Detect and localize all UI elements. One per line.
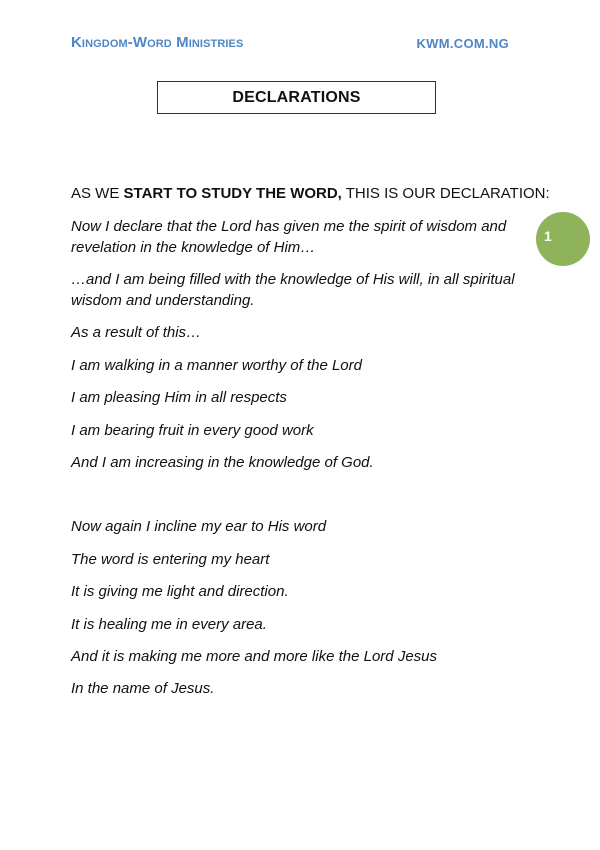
declaration-line: I am walking in a manner worthy of the Lord	[71, 357, 362, 374]
declaration-line: It is giving me light and direction.	[71, 583, 289, 600]
title-box	[157, 81, 436, 114]
intro-line	[71, 185, 550, 202]
declaration-line: As a result of this…	[71, 324, 202, 341]
intro-bold: START TO STUDY THE WORD,	[123, 185, 342, 202]
page-header	[71, 34, 509, 54]
declaration-line: Now I declare that the Lord has given me the spirit of wisdom and revelation in the knowledge of Him…	[71, 218, 507, 256]
declaration-line: And it is making me more and more like the Lord Jesus	[71, 648, 437, 665]
page-number: 1	[544, 228, 552, 244]
organization-name: Kingdom-Word Ministries	[71, 34, 244, 51]
intro-suffix: THIS IS OUR DECLARATION:	[341, 185, 550, 202]
page-number-badge	[536, 212, 590, 266]
declaration-line: The word is entering my heart	[71, 551, 270, 568]
page-title: DECLARATIONS	[232, 88, 361, 106]
declaration-line: In the name of Jesus.	[71, 680, 215, 697]
declaration-line: And I am increasing in the knowledge of God.	[71, 454, 374, 471]
website-link[interactable]: KWM.COM.NG	[416, 36, 509, 51]
declaration-line: I am bearing fruit in every good work	[71, 422, 314, 439]
declaration-line: …and I am being filled with the knowledge of His will, in all spiritual wisdom and understanding.	[71, 271, 515, 309]
declaration-line: Now again I incline my ear to His word	[71, 518, 327, 535]
declaration-line: It is healing me in every area.	[71, 616, 267, 633]
declaration-line: I am pleasing Him in all respects	[71, 389, 287, 406]
intro-prefix: AS WE	[71, 185, 124, 202]
